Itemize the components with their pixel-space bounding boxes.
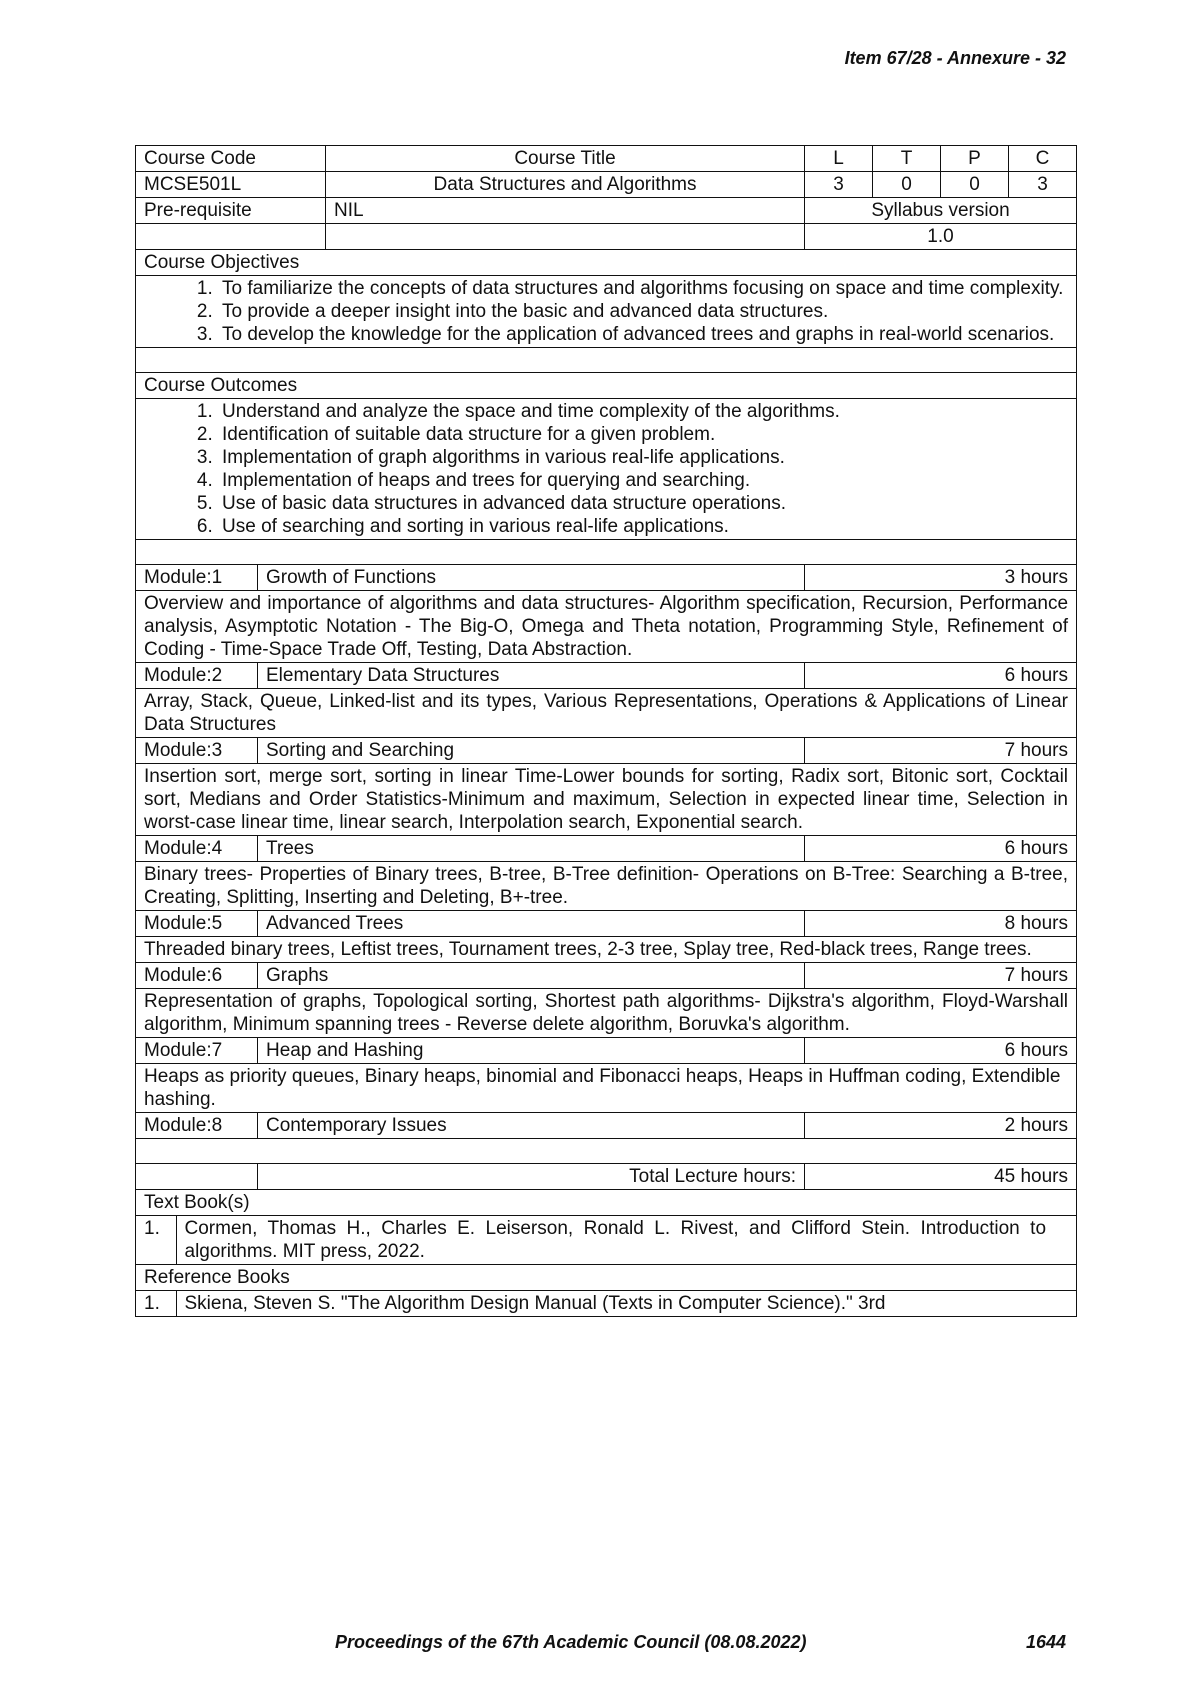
- module-label: Module:7: [136, 1038, 258, 1064]
- text-books-heading-row: [136, 1190, 1077, 1216]
- empty-cell: [136, 1164, 258, 1190]
- module-content: Overview and importance of algorithms and data structures- Algorithm specification, Recursion, Performance analysis, Asymptotic Notation - The Big-O, Omega and Theta notation, Programming Style, Refinement of Coding - Time-Space Trade Off, Testing, Data Abstraction.: [136, 591, 1077, 663]
- objectives-heading-row: [136, 250, 1077, 276]
- course-header-row: [136, 146, 1077, 172]
- module-header-row: [136, 911, 1077, 937]
- module-content: Threaded binary trees, Leftist trees, Tournament trees, 2-3 tree, Splay tree, Red-black trees, Range trees.: [136, 937, 1077, 963]
- empty-cell: [326, 224, 805, 250]
- module-label: Module:4: [136, 836, 258, 862]
- module-content-row: [136, 591, 1077, 663]
- module-header-row: [136, 1113, 1077, 1139]
- module-label: Module:6: [136, 963, 258, 989]
- page-number: 1644: [1025, 1632, 1066, 1652]
- objectives-heading: Course Objectives: [136, 250, 1077, 276]
- reference-book-citation: Skiena, Steven S. "The Algorithm Design Manual (Texts in Computer Science)." 3rd: [184, 1293, 886, 1314]
- module-header-row: [136, 963, 1077, 989]
- module-content-row: [136, 862, 1077, 911]
- outcomes-row: [136, 399, 1077, 540]
- reference-book-row: [136, 1291, 1077, 1317]
- module-content: Array, Stack, Queue, Linked-list and its types, Various Representations, Operations & Applications of Linear Data Structures: [136, 689, 1077, 738]
- module-hours: 7 hours: [805, 963, 1077, 989]
- outcomes-list: [144, 400, 1068, 538]
- module-hours: 7 hours: [805, 738, 1077, 764]
- c-label: C: [1009, 146, 1077, 172]
- prerequisite-value: NIL: [326, 198, 805, 224]
- module-header-row: [136, 565, 1077, 591]
- module-content-row: [136, 1064, 1077, 1113]
- module-content-row: [136, 989, 1077, 1038]
- module-content: Heaps as priority queues, Binary heaps, binomial and Fibonacci heaps, Heaps in Huffman coding, Extendible hashing.: [136, 1064, 1077, 1113]
- empty-cell: [136, 224, 326, 250]
- module-content-row: [136, 1139, 1077, 1164]
- objective-item: 3. To develop the knowledge for the application of advanced trees and graphs in real-world scenarios.: [218, 323, 1068, 346]
- module-title: Sorting and Searching: [258, 738, 805, 764]
- text-books-heading: Text Book(s): [136, 1190, 1077, 1216]
- module-label: Module:5: [136, 911, 258, 937]
- module-header-row: [136, 738, 1077, 764]
- reference-books-heading: Reference Books: [136, 1265, 1077, 1291]
- module-content: Representation of graphs, Topological sorting, Shortest path algorithms- Dijkstra's algorithm, Floyd-Warshall algorithm, Minimum spanning trees - Reverse delete algorithm, Boruvka's algorithm.: [136, 989, 1077, 1038]
- course-code-label: Course Code: [136, 146, 326, 172]
- objective-item: 2. To provide a deeper insight into the basic and advanced data structures.: [218, 300, 1068, 323]
- course-title-label: Course Title: [326, 146, 805, 172]
- module-title: Graphs: [258, 963, 805, 989]
- syllabus-table: [135, 145, 1077, 1317]
- module-header-row: [136, 1038, 1077, 1064]
- module-hours: 6 hours: [805, 836, 1077, 862]
- l-label: L: [805, 146, 873, 172]
- module-title: Elementary Data Structures: [258, 663, 805, 689]
- course-title: Data Structures and Algorithms: [326, 172, 805, 198]
- l-value: 3: [805, 172, 873, 198]
- version-row: [136, 224, 1077, 250]
- module-header-row: [136, 663, 1077, 689]
- t-value: 0: [873, 172, 941, 198]
- module-content: Insertion sort, merge sort, sorting in linear Time-Lower bounds for sorting, Radix sort, Bitonic sort, Cocktail sort, Medians and Order Statistics-Minimum and maximum, Selection in expected linear time, Selection in worst-case linear time, linear search, Interpolation search, Exponential search.: [136, 764, 1077, 836]
- module-content-row: [136, 937, 1077, 963]
- module-title: Contemporary Issues: [258, 1113, 805, 1139]
- module-header-row: [136, 836, 1077, 862]
- proceedings-title: Proceedings of the 67th Academic Council (08.08.2022): [335, 1632, 807, 1652]
- c-value: 3: [1009, 172, 1077, 198]
- module-content: Binary trees- Properties of Binary trees, B-tree, B-Tree definition- Operations on B-Tree: Searching a B-tree, Creating, Splitting, Inserting and Deleting, B+-tree.: [136, 862, 1077, 911]
- text-book-number: 1.: [136, 1216, 176, 1264]
- outcome-item: 3. Implementation of graph algorithms in various real-life applications.: [218, 446, 1068, 469]
- module-hours: 6 hours: [805, 1038, 1077, 1064]
- module-title: Trees: [258, 836, 805, 862]
- module-title: Heap and Hashing: [258, 1038, 805, 1064]
- outcome-item: 2. Identification of suitable data structure for a given problem.: [218, 423, 1068, 446]
- p-label: P: [941, 146, 1009, 172]
- outcome-item: 1. Understand and analyze the space and time complexity of the algorithms.: [218, 400, 1068, 423]
- annexure-reference: Item 67/28 - Annexure - 32: [844, 48, 1066, 68]
- page-footer: [135, 1632, 1066, 1656]
- module-content-row: [136, 689, 1077, 738]
- total-hours: 45 hours: [805, 1164, 1077, 1190]
- module-label: Module:3: [136, 738, 258, 764]
- module-label: Module:8: [136, 1113, 258, 1139]
- outcome-item: 5. Use of basic data structures in advanced data structure operations.: [218, 492, 1068, 515]
- outcome-item: 4. Implementation of heaps and trees for querying and searching.: [218, 469, 1068, 492]
- module-hours: 2 hours: [805, 1113, 1077, 1139]
- module-hours: 3 hours: [805, 565, 1077, 591]
- spacer-row: [136, 348, 1077, 373]
- module-label: Module:2: [136, 663, 258, 689]
- prerequisite-label: Pre-requisite: [136, 198, 326, 224]
- course-code: MCSE501L: [136, 172, 326, 198]
- spacer-row: [136, 540, 1077, 565]
- objectives-list: [144, 277, 1068, 346]
- outcome-item: 6. Use of searching and sorting in various real-life applications.: [218, 515, 1068, 538]
- objective-item: 1. To familiarize the concepts of data structures and algorithms focusing on space and time complexity.: [218, 277, 1068, 300]
- outcomes-heading-row: [136, 373, 1077, 399]
- module-content: [136, 1139, 1077, 1164]
- reference-books-heading-row: [136, 1265, 1077, 1291]
- course-values-row: [136, 172, 1077, 198]
- objectives-row: [136, 276, 1077, 348]
- module-content-row: [136, 764, 1077, 836]
- p-value: 0: [941, 172, 1009, 198]
- module-title: Growth of Functions: [258, 565, 805, 591]
- module-hours: 6 hours: [805, 663, 1077, 689]
- reference-book-number: 1.: [136, 1291, 176, 1316]
- t-label: T: [873, 146, 941, 172]
- total-row: [136, 1164, 1077, 1190]
- syllabus-version-label: Syllabus version: [805, 198, 1077, 224]
- text-book-citation: Cormen, Thomas H., Charles E. Leiserson, Ronald L. Rivest, and Clifford Stein. Introduction to algorithms. MIT press, 2022.: [184, 1218, 1047, 1262]
- module-label: Module:1: [136, 565, 258, 591]
- syllabus-version: 1.0: [805, 224, 1077, 250]
- prerequisite-row: [136, 198, 1077, 224]
- total-label: Total Lecture hours:: [258, 1164, 805, 1190]
- outcomes-heading: Course Outcomes: [136, 373, 1077, 399]
- text-book-row: [136, 1216, 1077, 1265]
- module-title: Advanced Trees: [258, 911, 805, 937]
- module-hours: 8 hours: [805, 911, 1077, 937]
